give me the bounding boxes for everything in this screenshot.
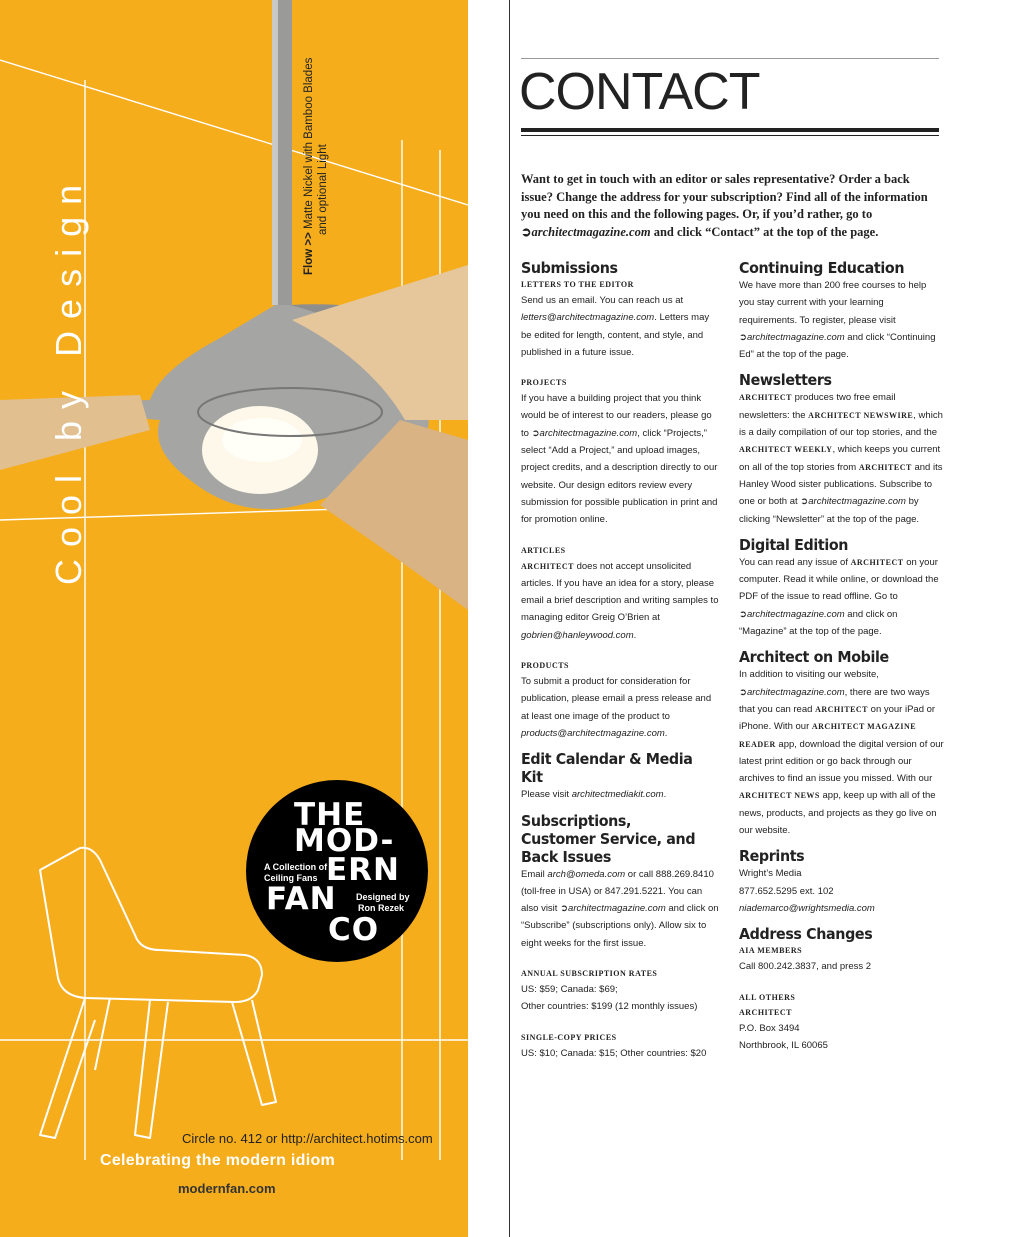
projects-text: If you have a building project that you think would be of interest to our readers, please go to ➲architectmagazine.com, click “Projects,” select “Add a Project,” and upload images, project credits, and a description directly to our website. Our design editors review every submission for possible publication in print and for promotion online. (521, 393, 718, 526)
mobile-link[interactable]: architectmagazine.com (746, 686, 845, 698)
annual-rates-label: ANNUAL SUBSCRIPTION RATES (521, 969, 658, 979)
digital-edition-section (739, 536, 944, 640)
products-label: PRODUCTS (521, 661, 570, 671)
letters-email-link[interactable]: letters@architectmagazine.com (521, 312, 655, 324)
articles-email-link[interactable]: gobrien@hanleywood.com (521, 629, 634, 641)
subscriptions-section (521, 812, 721, 1062)
arrow-icon: ➲ (739, 686, 747, 698)
digital-edition-text: You can read any issue of ARCHITECT on your computer. Read it while online, or download the PDF of the issue to read offline. Go to ➲architectmagazine.com and click on “Magazine” at the top of the page. (739, 556, 939, 638)
subscriptions-email-link[interactable]: arch@omeda.com (547, 868, 626, 880)
digital-edition-link[interactable]: architectmagazine.com (746, 608, 845, 620)
arrow-icon: ➲ (800, 496, 809, 508)
mediakit-link[interactable]: architectmediakit.com (571, 789, 664, 801)
subscriptions-link[interactable]: architectmagazine.com (568, 903, 666, 915)
mobile-text: In addition to visiting our website, ➲architectmagazine.com, there are two ways that you can read ARCHITECT on your iPad or iPhone. With our ARCHITECT MAGAZINE READER app, download the digital version of our latest print edition or go back through our archives to find an issue you missed. With our ARCHITECT NEWS app, keep up with all of the news, products, and projects as they go live on our website. (739, 669, 944, 837)
reprints-email-link[interactable]: niademarco@wrightsmedia.com (739, 902, 875, 914)
modern-fan-logo (246, 780, 428, 962)
projects-link[interactable]: architectmagazine.com (539, 427, 638, 439)
subscriptions-heading: Subscriptions, Customer Service, and Back Issues (521, 811, 696, 866)
arrow-icon: ➲ (560, 903, 569, 915)
annual-rates-line2: Other countries: $199 (12 monthly issues) (521, 1001, 698, 1013)
continuing-ed-section (739, 259, 944, 363)
subscriptions-text: Email arch@omeda.com or call 888.269.8410 (toll-free in USA) or 847.291.5221. You can also visit ➲architectmagazine.com and click on “Subscribe” (subscriptions only). Allow six to eight weeks for the first issue. (521, 868, 719, 949)
ad-slogan: Celebrating the modern idiom (100, 1152, 336, 1169)
submissions-section (521, 259, 721, 742)
page-divider (509, 0, 510, 1237)
mobile-section (739, 648, 944, 839)
edit-calendar-section (521, 750, 721, 803)
mobile-heading: Architect on Mobile (739, 648, 889, 667)
digital-edition-heading: Digital Edition (739, 535, 849, 554)
single-copy-label: SINGLE-COPY PRICES (521, 1032, 617, 1042)
logo-line1: THE (294, 797, 366, 833)
arrow-icon: ➲ (739, 331, 747, 343)
contact-column-right (739, 259, 944, 1054)
logo-line5: CO (328, 912, 380, 948)
aia-members-text: Call 800.242.3837, and press 2 (739, 961, 872, 973)
product-caption (302, 58, 330, 275)
top-rule (521, 58, 939, 59)
submissions-heading: Submissions (521, 259, 618, 277)
logo-designed-l2: Ron Rezek (358, 903, 405, 913)
letters-label: LETTERS TO THE EDITOR (521, 280, 634, 289)
reader-service-text: Circle no. 412 or http://architect.hotims.com (182, 1131, 433, 1146)
arrow-icon: ➲ (521, 224, 532, 239)
logo-collection-l2: Ceiling Fans (264, 873, 318, 883)
contact-column-left (521, 259, 721, 1062)
continuing-ed-heading: Continuing Education (739, 259, 905, 277)
newsletters-section (739, 371, 944, 527)
title-rule-thin (521, 135, 939, 136)
address-line1: P.O. Box 3494 (739, 1022, 800, 1034)
reprints-line2: 877.652.5295 ext. 102 (739, 885, 834, 897)
edit-calendar-text: Please visit architectmediakit.com. (521, 789, 667, 801)
newsletters-link[interactable]: architectmagazine.com (808, 496, 906, 508)
products-email-link[interactable]: products@architectmagazine.com (521, 727, 665, 739)
caption-arrows: >> (303, 232, 315, 246)
edit-calendar-heading: Edit Calendar & Media Kit (521, 750, 693, 787)
logo-line4: FAN (266, 881, 337, 917)
letters-text: Send us an email. You can reach us at letters@architectmagazine.com. Letters may be edited for length, content, and style, and published in a future issue. (521, 295, 710, 358)
caption-brand: Flow (303, 248, 315, 275)
aia-members-label: AIA MEMBERS (739, 946, 803, 956)
arrow-icon: ➲ (739, 608, 747, 620)
logo-line2: MOD- (294, 823, 395, 859)
all-others-label: ALL OTHERS (739, 992, 796, 1002)
continuing-ed-link[interactable]: architectmagazine.com (746, 331, 845, 343)
continuing-ed-text: We have more than 200 free courses to help you stay current with your learning requirements. To register, please visit ➲architectmagazine.com and click “Continuing Ed” at the top of the page. (739, 280, 936, 361)
logo-line3: ERN (326, 852, 400, 888)
annual-rates-line1: US: $59; Canada: $69; (521, 984, 618, 996)
fan-advertisement (0, 0, 468, 1237)
articles-text: ARCHITECT does not accept unsolicited articles. If you have an idea for a story, please email a brief description and writing samples to managing editor Greig O’Brien at gobrien@hanleywood.com. (521, 560, 719, 641)
intro-link[interactable]: architectmagazine.com (531, 224, 651, 239)
all-others-brand: ARCHITECT (739, 1007, 792, 1017)
reprints-heading: Reprints (739, 847, 805, 866)
page-title: CONTACT (519, 63, 760, 121)
arrow-icon: ➲ (531, 427, 540, 439)
address-changes-section (739, 925, 944, 1054)
intro-paragraph: Want to get in touch with an editor or sales representative? Order a back issue? Change the address for your subscription? Find all of the information you need on this and the following pages. Or, if you’d rather, go to ➲architectmagazine.com and click “Contact” at the top of the page. (521, 172, 928, 239)
address-changes-heading: Address Changes (739, 925, 873, 944)
newsletters-heading: Newsletters (739, 371, 832, 390)
single-copy-text: US: $10; Canada: $15; Other countries: $20 (521, 1047, 707, 1059)
newsletters-text: ARCHITECT produces two free email newsletters: the ARCHITECT NEWSWIRE, which is a daily compilation of our top stories, and the ARCHITECT WEEKLY, which keeps you current on all of the top stories from ARCHITECT and its Hanley Wood sister publications. Subscribe to one or both at ➲architectmagazine.com by clicking “Newsletter” at the top of the page. (739, 392, 943, 525)
articles-label: ARTICLES (521, 545, 566, 555)
logo-collection-l1: A Collection of (264, 862, 328, 872)
ad-url[interactable]: modernfan.com (178, 1181, 276, 1196)
caption-line1: Matte Nickel with Bamboo Blades (303, 57, 315, 229)
vertical-tagline: Cool by Design (48, 172, 89, 585)
address-line2: Northbrook, IL 60065 (739, 1039, 828, 1051)
caption-line2: and optional Light (317, 144, 329, 235)
logo-designed-l1: Designed by (356, 892, 410, 902)
projects-label: PROJECTS (521, 378, 567, 388)
reprints-section (739, 847, 944, 917)
chair-outline-illustration (40, 848, 276, 1138)
reprints-line1: Wright’s Media (739, 868, 802, 880)
products-text: To submit a product for consideration for publication, please email a press release and at least one image of the product to products@architectmagazine.com. (521, 676, 712, 739)
title-rule-thick (521, 128, 939, 132)
